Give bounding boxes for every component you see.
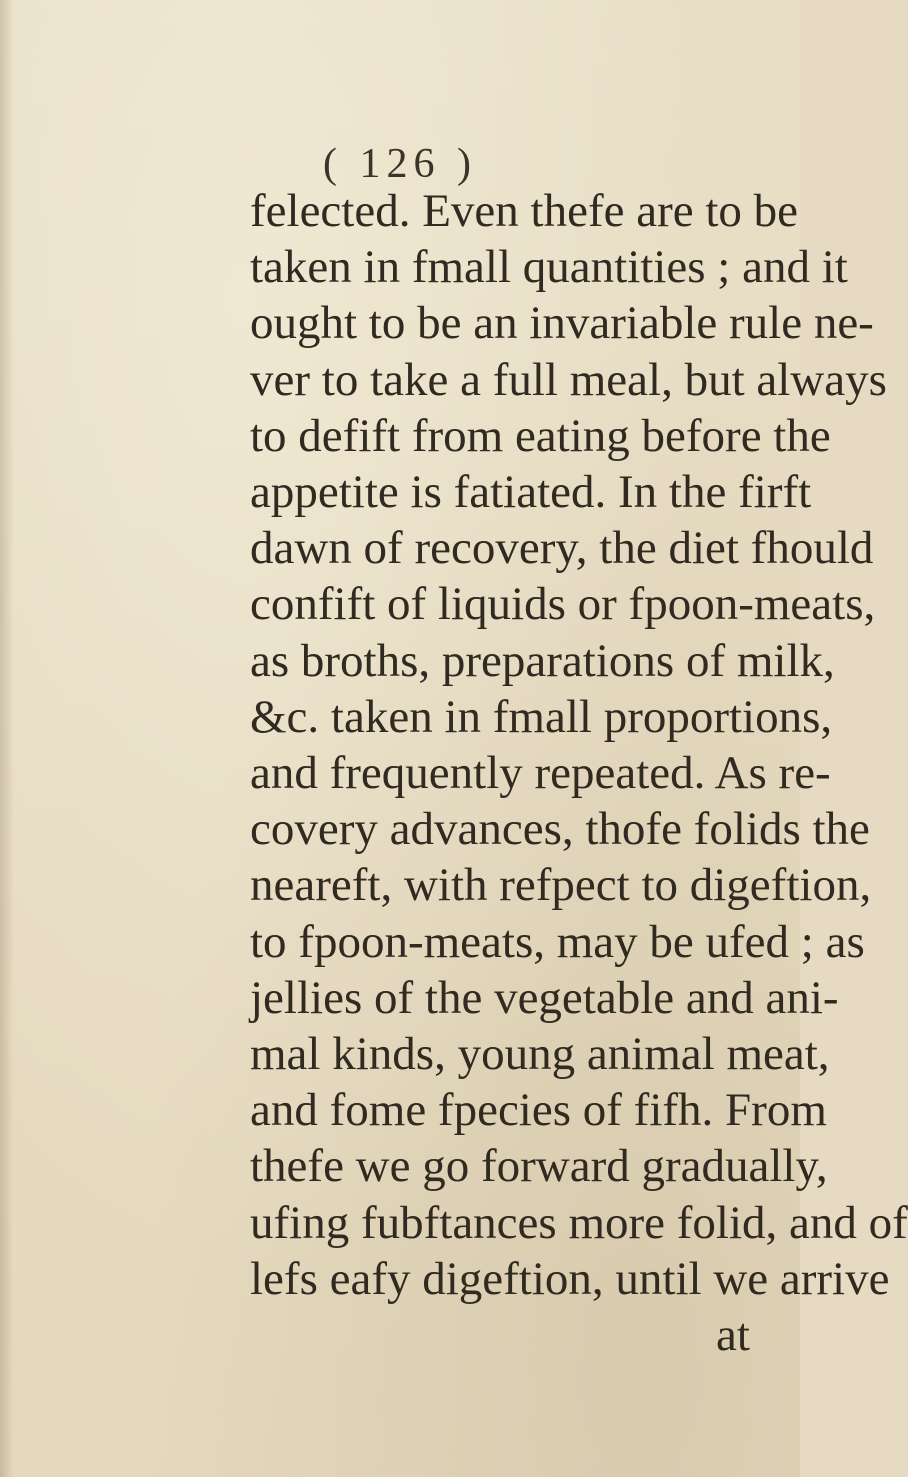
text-line: covery advances, thofe folids the: [250, 803, 870, 856]
text-line: ought to be an invariable rule ne-: [250, 297, 874, 350]
text-line: appetite is fatiated. In the firft: [250, 466, 812, 518]
text-line: jellies of the vegetable and ani-: [250, 971, 839, 1024]
text-line: taken in fmall quantities ; and it: [250, 241, 848, 294]
text-line: and fome fpecies of fifh. From: [250, 1084, 827, 1137]
text-line: neareft, with refpect to digeftion,: [250, 859, 872, 912]
catchword: at: [716, 1309, 750, 1361]
text-line: to defift from eating before the: [250, 409, 831, 462]
text-line: dawn of recovery, the diet fhould: [250, 522, 874, 575]
text-line: lefs eafy digeftion, until we arrive: [250, 1252, 890, 1305]
text-line: as broths, preparations of milk,: [250, 634, 835, 687]
text-line: to fpoon-meats, may be ufed ; as: [250, 915, 865, 968]
page-edge-shadow: [0, 0, 14, 1477]
text-line: mal kinds, young animal meat,: [250, 1028, 830, 1080]
text-line: and frequently repeated. As re-: [250, 747, 831, 799]
page-number-header: ( 126 ): [323, 141, 477, 187]
text-line: felected. Even thefe are to be: [250, 185, 799, 237]
text-line: &c. taken in fmall proportions,: [250, 690, 833, 743]
text-line: ver to take a full meal, but always: [250, 353, 887, 406]
text-line: ufing fubftances more folid, and of: [250, 1196, 908, 1249]
text-line: confift of liquids or fpoon-meats,: [250, 578, 876, 631]
text-line: thefe we go forward gradually,: [250, 1140, 828, 1193]
